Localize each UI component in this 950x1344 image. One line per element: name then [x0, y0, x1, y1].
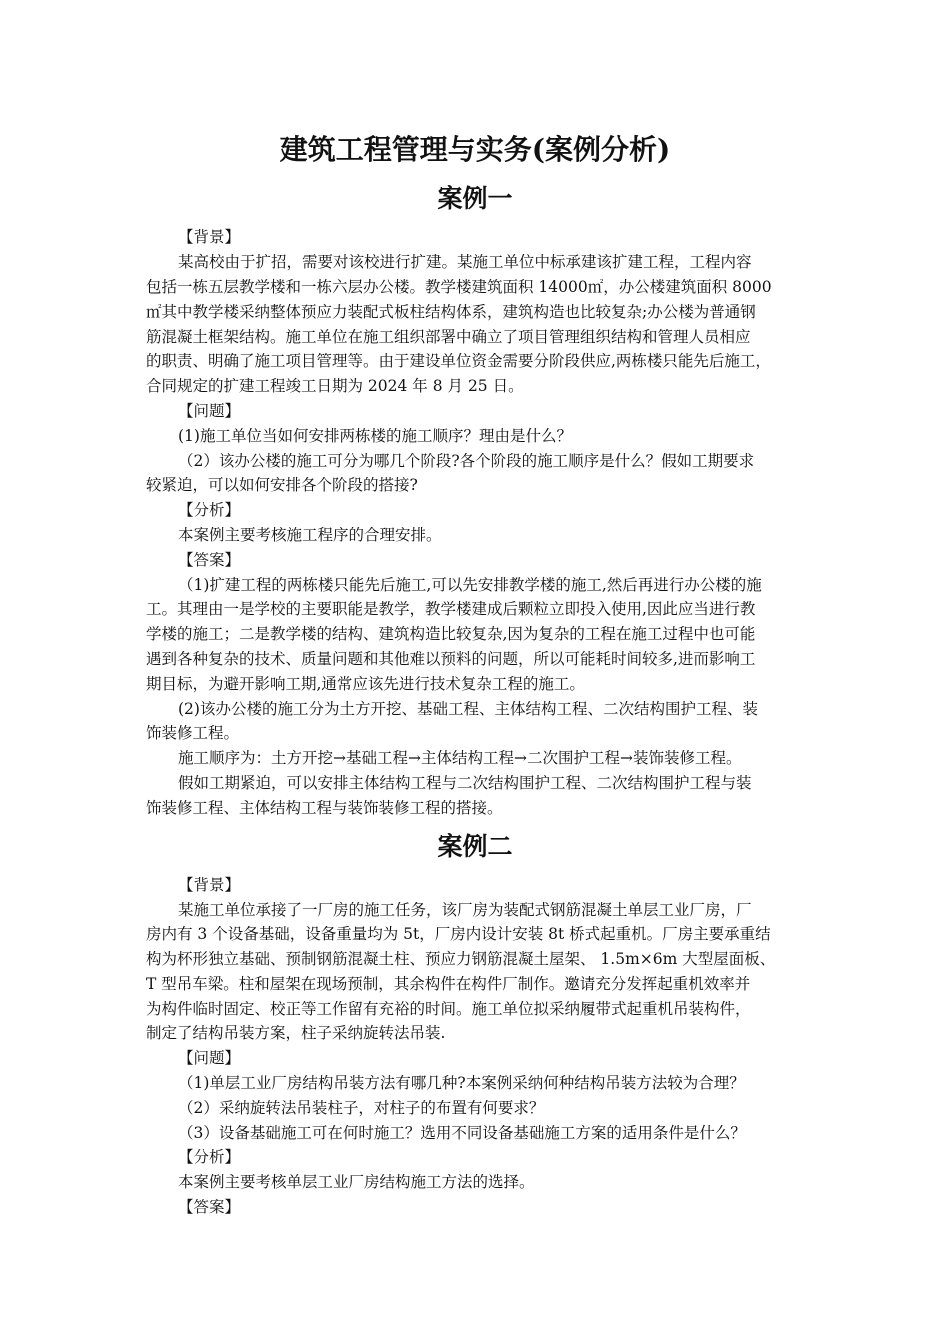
- case-1-background-line: 筋混凝土框架结构。施工单位在施工组织部署中确立了项目管理组织结构和管理人员相应: [146, 328, 751, 346]
- case-1-background-line: 包括一栋五层教学楼和一栋六层办公楼。教学楼建筑面积 14000㎡，办公楼建筑面积 8000: [146, 278, 772, 296]
- case-1-analysis-line: 本案例主要考核施工程序的合理安排。: [178, 526, 442, 544]
- case-1-answer-line: (2)该办公楼的施工分为土方开挖、基础工程、主体结构工程、二次结构围护工程、装: [178, 700, 758, 718]
- case-1-background-label: 【背景】: [178, 228, 241, 246]
- case-2-answer-label: 【答案】: [178, 1198, 241, 1216]
- document-title: 建筑工程管理与实务(案例分析): [279, 133, 671, 166]
- case-1-background-line: 的职责、明确了施工项目管理等。由于建设单位资金需要分阶段供应,两栋楼只能先后施工，: [146, 352, 771, 370]
- case-1-background-line: 某高校由于扩招，需要对该校进行扩建。某施工单位中标承建该扩建工程，工程内容: [178, 253, 752, 271]
- case-2-background-line: T 型吊车梁。柱和屋架在现场预制，其余构件在构件厂制作。邀请充分发挥起重机效率并: [146, 975, 751, 993]
- case-2-background-line: 为构件临时固定、校正等工作留有充裕的时间。施工单位拟采纳履带式起重机吊装构件，: [146, 1000, 751, 1018]
- case-1-question-line: （2）该办公楼的施工可分为哪几个阶段?各个阶段的施工顺序是什么？假如工期要求: [178, 452, 755, 470]
- case-2-background-label: 【背景】: [178, 876, 241, 894]
- case-2-question-label: 【问题】: [178, 1049, 241, 1067]
- case-1-answer-line: 工。其理由一是学校的主要职能是教学，教学楼建成后颗粒立即投入使用,因此应当进行教: [146, 600, 756, 618]
- case-1-answer-line: 假如工期紧迫，可以安排主体结构工程与二次结构围护工程、二次结构围护工程与装: [178, 774, 752, 792]
- case-1-answer-label: 【答案】: [178, 551, 241, 569]
- case-1-analysis-label: 【分析】: [178, 501, 241, 519]
- case-2-background-line: 某施工单位承接了一厂房的施工任务，该厂房为装配式钢筋混凝土单层工业厂房，厂: [178, 901, 752, 919]
- case-1-question-line: (1)施工单位当如何安排两栋楼的施工顺序？理由是什么？: [178, 427, 572, 445]
- case-1-answer-line: 学楼的施工；二是教学楼的结构、建筑构造比较复杂,因为复杂的工程在施工过程中也可能: [146, 625, 756, 643]
- case-1-heading: 案例一: [437, 184, 513, 213]
- case-1-answer-line: 饰装修工程。: [146, 724, 240, 742]
- case-2-analysis-label: 【分析】: [178, 1148, 241, 1166]
- case-2-question-line: （1)单层工业厂房结构吊装方法有哪几种?本案例采纳何种结构吊装方法较为合理？: [178, 1074, 745, 1092]
- case-2-background-line: 房内有 3 个设备基础，设备重量均为 5t，厂房内设计安装 8t 桥式起重机。厂房主要承重结: [146, 925, 771, 943]
- case-2-background-line: 构为杯形独立基础、预制钢筋混凝土柱、预应力钢筋混凝土屋架、 1.5m×6m 大型屋面板、: [146, 950, 776, 968]
- case-1-background-line: ㎡其中教学楼采纳整体预应力装配式板柱结构体系，建筑构造也比较复杂;办公楼为普通钢: [146, 303, 756, 321]
- case-2-analysis-line: 本案例主要考核单层工业厂房结构施工方法的选择。: [178, 1173, 535, 1191]
- case-1-question-label: 【问题】: [178, 402, 241, 420]
- case-2-background-line: 制定了结构吊装方案，柱子采纳旋转法吊装.: [146, 1024, 446, 1042]
- case-1-background-line: 合同规定的扩建工程竣工日期为 2024 年 8 月 25 日。: [146, 377, 524, 395]
- case-2-heading: 案例二: [437, 832, 513, 861]
- case-1-question-line: 较紧迫，可以如何安排各个阶段的搭接?: [146, 476, 418, 494]
- case-2-question-line: （2）采纳旋转法吊装柱子，对柱子的布置有何要求？: [178, 1099, 545, 1117]
- case-1-answer-line: 遇到各种复杂的技术、质量问题和其他难以预料的问题，所以可能耗时间较多,进而影响工: [146, 650, 756, 668]
- case-1-answer-line: 饰装修工程、主体结构工程与装饰装修工程的搭接。: [146, 799, 503, 817]
- case-1-answer-line: 期目标，为避开影响工期,通常应该先进行技术复杂工程的施工。: [146, 675, 585, 693]
- case-2-question-line: （3）设备基础施工可在何时施工？选用不同设备基础施工方案的适用条件是什么？: [178, 1124, 746, 1142]
- case-1-answer-line: 施工顺序为：土方开挖→基础工程→主体结构工程→二次围护工程→装饰装修工程。: [178, 749, 742, 767]
- case-1-answer-line: （1)扩建工程的两栋楼只能先后施工,可以先安排教学楼的施工,然后再进行办公楼的施: [178, 576, 762, 594]
